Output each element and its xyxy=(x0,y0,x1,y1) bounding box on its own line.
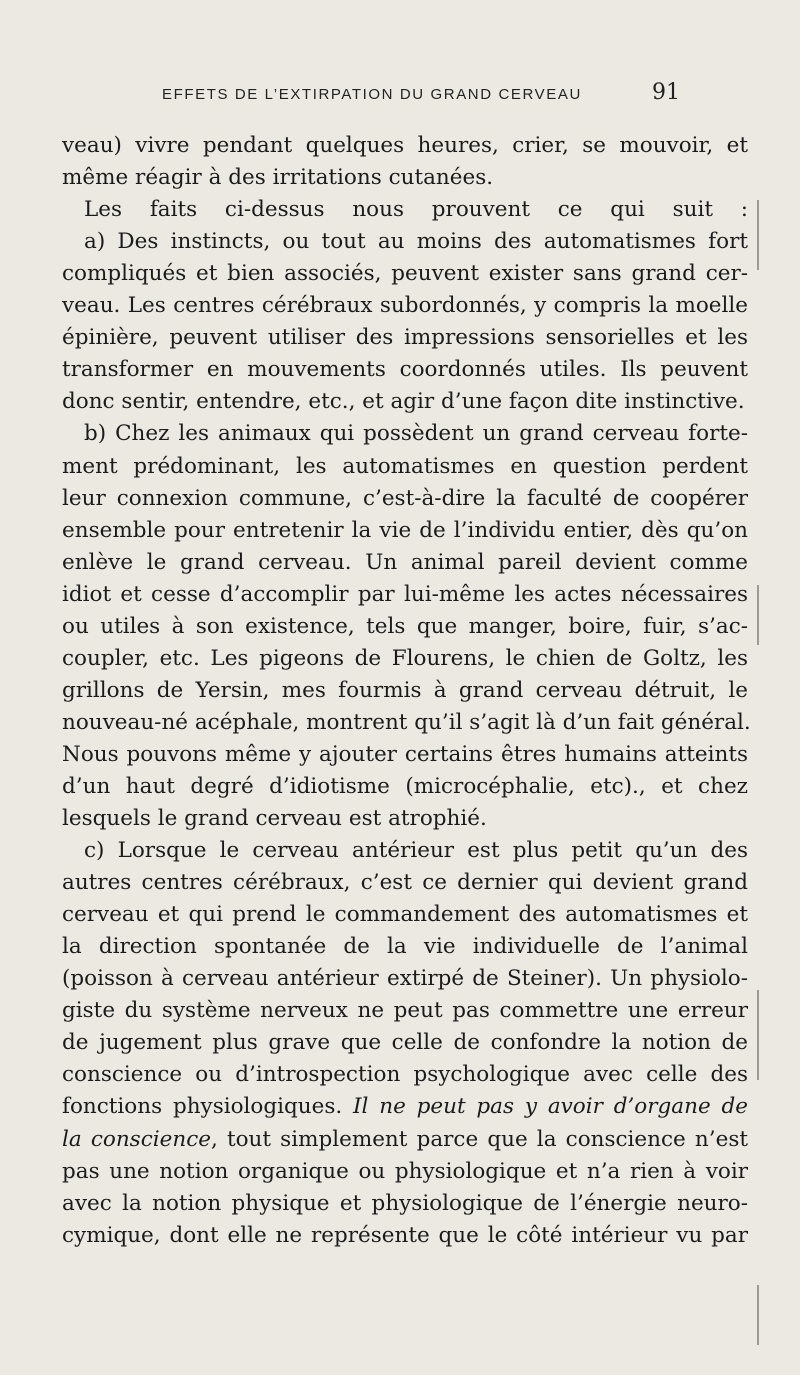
text-line: Nous pouvons même y ajouter certains êtres humains atteints xyxy=(62,742,748,767)
text-line: avec la notion physique et physiologique de l’énergie neuro- xyxy=(62,1191,748,1216)
text-line: cerveau et qui prend le commandement des automatismes et xyxy=(62,902,748,927)
text-line: c) Lorsque le cerveau antérieur est plus petit qu’un des xyxy=(84,838,748,863)
text-line: ment prédominant, les automatismes en question perdent xyxy=(62,454,748,479)
text-line: d’un haut degré d’idiotisme (microcéphalie, etc)., et chez xyxy=(62,774,748,799)
running-head: EFFETS DE L’EXTIRPATION DU GRAND CERVEAU xyxy=(162,86,582,103)
text-line: veau. Les centres cérébraux subordonnés, y compris la moelle xyxy=(62,293,748,318)
margin-mark xyxy=(757,1285,759,1345)
text-line: transformer en mouvements coordonnés utiles. Ils peuvent xyxy=(62,357,748,382)
margin-mark xyxy=(757,990,759,1080)
margin-mark xyxy=(757,585,759,645)
text-line: grillons de Yersin, mes fourmis à grand cerveau détruit, le xyxy=(62,678,748,703)
text-line: lesquels le grand cerveau est atrophié. xyxy=(62,806,487,831)
text-line: (poisson à cerveau antérieur extirpé de Steiner). Un physiolo- xyxy=(62,966,748,991)
text-line: ou utiles à son existence, tels que manger, boire, fuir, s’ac- xyxy=(62,614,748,639)
text-line: pas une notion organique ou physiologique et n’a rien à voir xyxy=(62,1159,748,1184)
text-line: b) Chez les animaux qui possèdent un grand cerveau forte- xyxy=(84,421,748,446)
page-number: 91 xyxy=(652,80,680,105)
text-line: giste du système nerveux ne peut pas commettre une erreur xyxy=(62,998,748,1023)
text-line: nouveau-né acéphale, montrent qu’il s’agit là d’un fait général. xyxy=(62,710,751,735)
text-line: ensemble pour entretenir la vie de l’individu entier, dès qu’on xyxy=(62,518,748,543)
text-line: épinière, peuvent utiliser des impressions sensorielles et les xyxy=(62,325,748,350)
text-line: enlève le grand cerveau. Un animal pareil devient comme xyxy=(62,550,748,575)
text-line: conscience ou d’introspection psychologique avec celle des xyxy=(62,1062,748,1087)
text-line: même réagir à des irritations cutanées. xyxy=(62,165,494,190)
text-line: veau) vivre pendant quelques heures, crier, se mouvoir, et xyxy=(62,133,748,158)
text-line: a) Des instincts, ou tout au moins des automatismes fort xyxy=(84,229,748,254)
text-line: la conscience, tout simplement parce que la conscience n’est xyxy=(62,1127,748,1152)
text-line: donc sentir, entendre, etc., et agir d’une façon dite instinctive. xyxy=(62,389,745,414)
text-line: la direction spontanée de la vie individuelle de l’animal xyxy=(62,934,748,959)
text-line: fonctions physiologiques. Il ne peut pas y avoir d’organe de xyxy=(62,1094,748,1119)
text-line: de jugement plus grave que celle de confondre la notion de xyxy=(62,1030,748,1055)
text-line: leur connexion commune, c’est-à-dire la faculté de coopérer xyxy=(62,486,748,511)
text-line: compliqués et bien associés, peuvent exister sans grand cer- xyxy=(62,261,748,286)
text-line: Les faits ci-dessus nous prouvent ce qui suit : xyxy=(84,197,748,222)
text-line: cymique, dont elle ne représente que le côté intérieur vu par xyxy=(62,1223,748,1248)
text-line: coupler, etc. Les pigeons de Flourens, le chien de Goltz, les xyxy=(62,646,748,671)
text-line: autres centres cérébraux, c’est ce dernier qui devient grand xyxy=(62,870,748,895)
margin-mark xyxy=(757,200,759,270)
text-line: idiot et cesse d’accomplir par lui-même les actes nécessaires xyxy=(62,582,748,607)
